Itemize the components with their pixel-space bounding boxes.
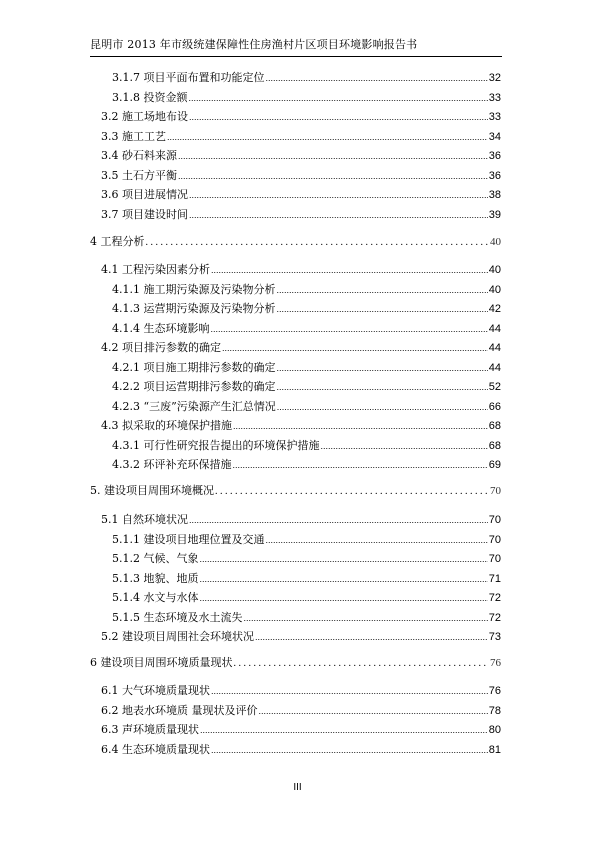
toc-entry[interactable] (101, 188, 501, 202)
toc-entry-label: 3.3 施工工艺 (101, 129, 166, 143)
toc-entry[interactable] (101, 513, 501, 527)
toc-entry-label: 6 建设项目周围环境质量现状 (90, 656, 233, 669)
toc-entry[interactable] (101, 263, 501, 277)
toc-entry-label: 4.1.1 施工期污染源及污染物分析 (112, 282, 276, 296)
toc-entry-label: 6.3 声环境质量现状 (101, 723, 199, 736)
toc-dot-leader (277, 400, 488, 414)
toc-dot-leader (146, 235, 490, 250)
toc-entry-page: 40 (488, 264, 501, 276)
toc-entry-page: 40 (488, 283, 501, 296)
toc-dot-leader (234, 656, 490, 671)
toc-chapter-entry[interactable] (90, 235, 501, 250)
toc-entry-page: 36 (488, 150, 501, 162)
toc-dot-leader (266, 533, 488, 547)
toc-dot-leader (233, 419, 488, 433)
toc-entry[interactable] (112, 71, 501, 85)
toc-dot-leader (277, 302, 488, 316)
toc-entry[interactable] (112, 572, 501, 586)
toc-entry-page: 81 (488, 743, 501, 756)
toc-entry-label: 3.1.8 投资金额 (112, 90, 188, 104)
toc-entry-page: 71 (488, 572, 501, 585)
toc-chapter-entry[interactable] (90, 656, 501, 671)
toc-chapter-entry[interactable] (90, 484, 501, 499)
toc-entry-page: 76 (490, 657, 501, 669)
toc-entry-label: 5.2 建设项目周围社会环境状况 (101, 630, 254, 643)
toc-dot-leader (277, 361, 488, 375)
toc-dot-leader (277, 380, 488, 394)
toc-dot-leader (189, 513, 488, 527)
toc-entry[interactable] (101, 208, 501, 222)
toc-dot-leader (215, 484, 489, 499)
toc-dot-leader (167, 130, 488, 144)
toc-entry-page: 33 (488, 91, 501, 104)
toc-entry[interactable] (112, 591, 501, 605)
toc-dot-leader (255, 630, 488, 644)
toc-entry-page: 34 (488, 130, 501, 143)
toc-dot-leader (178, 169, 488, 183)
toc-entry-label: 3.5 土石方平衡 (101, 168, 177, 182)
toc-dot-leader (211, 743, 488, 757)
toc-entry-label: 3.1.7 项目平面布置和功能定位 (112, 71, 265, 84)
toc-entry[interactable] (112, 533, 501, 547)
toc-entry-label: 4.1.4 生态环境影响 (112, 321, 210, 335)
toc-entry[interactable] (112, 361, 501, 375)
toc-entry[interactable] (101, 341, 501, 355)
toc-entry-page: 33 (488, 111, 501, 123)
toc-entry[interactable] (101, 419, 501, 433)
toc-dot-leader (233, 458, 488, 472)
toc-entry-page: 68 (488, 439, 501, 452)
toc-entry[interactable] (101, 684, 501, 698)
toc-entry-label: 4.3.1 可行性研究报告提出的环境保护措施 (112, 438, 320, 452)
toc-entry-page: 70 (488, 553, 501, 565)
toc-entry[interactable] (101, 630, 501, 644)
toc-entry-label: 6.1 大气环境质量现状 (101, 684, 210, 697)
toc-entry[interactable] (112, 611, 501, 625)
toc-dot-leader (222, 341, 488, 355)
toc-entry-page: 36 (488, 169, 501, 182)
toc-entry-page: 80 (488, 724, 501, 736)
toc-entry[interactable] (101, 149, 501, 163)
toc-entry-page: 70 (490, 485, 501, 497)
toc-entry-page: 66 (488, 400, 501, 413)
toc-dot-leader (200, 591, 488, 605)
toc-entry-page: 69 (488, 459, 501, 471)
toc-entry[interactable] (112, 439, 501, 453)
toc-dot-leader (178, 149, 488, 163)
running-header: 昆明市 2013 年市级统建保障性住房渔村片区项目环境影响报告书 (90, 38, 418, 51)
toc-entry-page: 39 (488, 208, 501, 221)
toc-entry-label: 4.1.3 运营期污染源及污染物分析 (112, 302, 276, 315)
toc-dot-leader (189, 110, 488, 124)
toc-dot-leader (211, 263, 488, 277)
toc-entry-page: 38 (488, 189, 501, 201)
toc-entry[interactable] (112, 400, 501, 414)
toc-dot-leader (200, 552, 488, 566)
toc-entry[interactable] (101, 169, 501, 183)
toc-entry[interactable] (112, 283, 501, 297)
toc-entry[interactable] (101, 110, 501, 124)
toc-entry-label: 5.1.1 建设项目地理位置及交通 (112, 532, 265, 546)
toc-entry[interactable] (112, 302, 501, 316)
toc-entry-page: 70 (488, 533, 501, 546)
toc-entry-page: 68 (488, 420, 501, 432)
toc-entry-label: 5.1.2 气候、气象 (112, 552, 199, 565)
toc-entry[interactable] (101, 723, 501, 737)
toc-entry-label: 4 工程分析 (90, 235, 145, 248)
toc-entry[interactable] (112, 552, 501, 566)
toc-dot-leader (211, 684, 488, 698)
toc-dot-leader (259, 704, 488, 718)
toc-entry[interactable] (112, 322, 501, 336)
toc-entry[interactable] (112, 458, 501, 472)
toc-entry-page: 44 (488, 322, 501, 335)
toc-dot-leader (200, 723, 488, 737)
page-number: III (293, 782, 302, 793)
toc-entry-label: 6.2 地表水环境质 量现状及评价 (101, 703, 258, 717)
toc-entry-page: 73 (488, 631, 501, 643)
header-rule (90, 56, 502, 57)
toc-entry-label: 5.1 自然环境状况 (101, 513, 188, 526)
toc-entry-page: 44 (488, 342, 501, 354)
toc-entry[interactable] (101, 130, 501, 144)
toc-entry-label: 6.4 生态环境质量现状 (101, 742, 210, 756)
toc-dot-leader (320, 439, 487, 453)
toc-entry[interactable] (101, 743, 501, 757)
toc-entry-label: 5.1.4 水文与水体 (112, 591, 199, 604)
toc-entry-page: 78 (488, 704, 501, 717)
toc-entry-page: 72 (488, 611, 501, 624)
toc-dot-leader (266, 71, 488, 85)
toc-entry-label: 4.3 拟采取的环境保护措施 (101, 419, 232, 432)
toc-dot-leader (200, 572, 488, 586)
toc-entry-page: 40 (490, 236, 501, 248)
toc-entry-label: 3.4 砂石料来源 (101, 149, 177, 162)
toc-entry-label: 4.2 项目排污参数的确定 (101, 341, 221, 354)
toc-entry-label: 4.1 工程污染因素分析 (101, 263, 210, 276)
toc-entry[interactable] (112, 91, 501, 105)
toc-entry-label: 3.6 项目进展情况 (101, 188, 188, 201)
toc-entry-page: 70 (488, 514, 501, 526)
toc-dot-leader (244, 611, 488, 625)
toc-dot-leader (189, 188, 488, 202)
toc-entry-page: 44 (488, 361, 501, 374)
toc-entry-page: 32 (488, 72, 501, 84)
toc-dot-leader (277, 283, 488, 297)
toc-dot-leader (189, 208, 488, 222)
toc-entry-page: 72 (488, 592, 501, 604)
toc-entry-label: 5. 建设项目周围环境概况 (90, 484, 214, 497)
toc-entry[interactable] (101, 704, 501, 718)
toc-dot-leader (211, 322, 488, 336)
toc-entry-label: 3.7 项目建设时间 (101, 207, 188, 221)
toc-entry-page: 76 (488, 685, 501, 697)
toc-entry-page: 42 (488, 303, 501, 315)
toc-entry-page: 52 (488, 381, 501, 393)
toc-entry-label: 5.1.5 生态环境及水土流失 (112, 610, 243, 624)
toc-entry-label: 4.2.3 “三废”污染源产生汇总情况 (112, 399, 276, 413)
toc-entry-label: 4.2.1 项目施工期排污参数的确定 (112, 360, 276, 374)
toc-entry-label: 4.3.2 环评补充环保措施 (112, 458, 232, 471)
toc-dot-leader (189, 91, 488, 105)
toc-entry-label: 4.2.2 项目运营期排污参数的确定 (112, 380, 276, 393)
toc-entry-label: 5.1.3 地貌、地质 (112, 571, 199, 585)
toc-entry[interactable] (112, 380, 501, 394)
toc-entry-label: 3.2 施工场地布设 (101, 110, 188, 123)
